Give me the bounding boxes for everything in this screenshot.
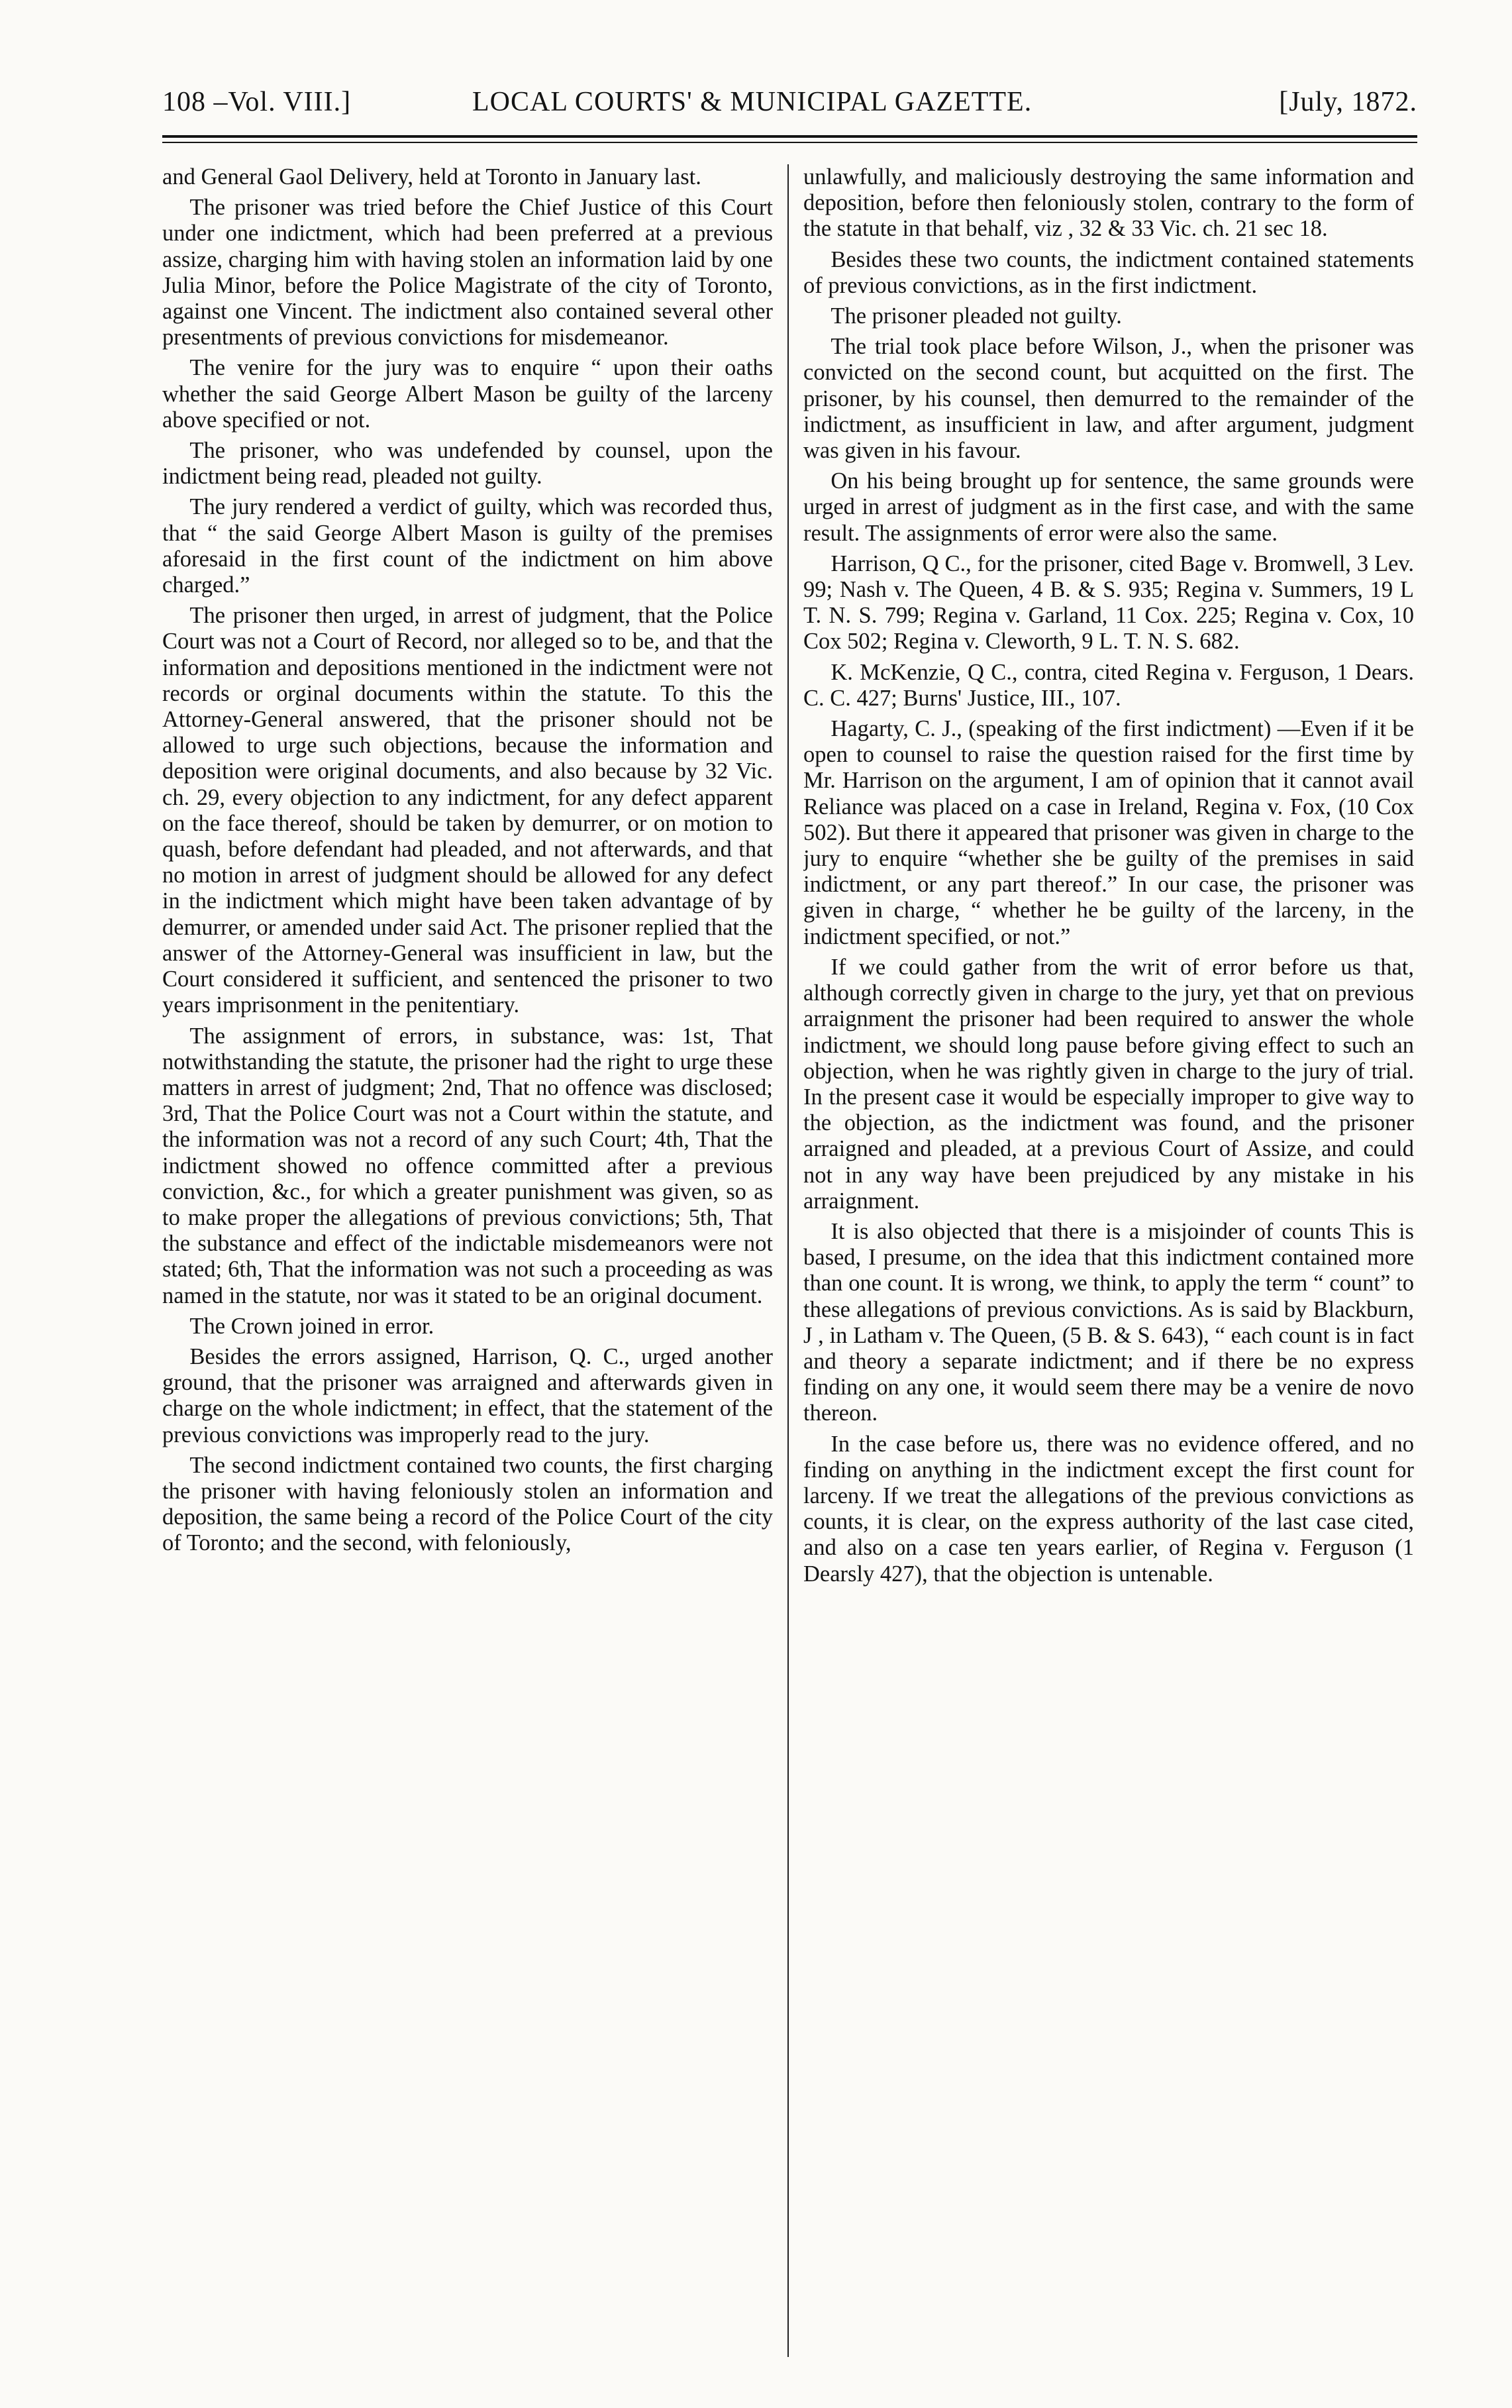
paragraph: and General Gaol Delivery, held at Toronto in January last. (162, 164, 701, 189)
left-column (162, 164, 773, 2370)
paragraph: The jury rendered a verdict of guilty, which was recorded thus, that “ the said George Albert Mason is guilty of the premises aforesaid in the first count of the indictment on him above charged.” (162, 494, 773, 598)
running-header (162, 86, 1417, 132)
paragraph: Besides the errors assigned, Harrison, Q. C., urged another ground, that the prisoner was arraigned and afterwards given in charge on the whole indictment; in effect, that the statement of the previous convictions was improperly read to the jury. (162, 1343, 773, 1447)
paragraph: In the case before us, there was no evidence offered, and no finding on anything in the indictment except the first count for larceny. If we treat the allegations of the previous convictions as counts, it is clear, on the express authority of the last case cited, and also on a case ten years earlier, of Regina v. Ferguson (1 Dearsly 427), that the objection is untenable. (803, 1431, 1414, 1587)
paragraph: On his being brought up for sentence, the same grounds were urged in arrest of judgment as in the first case, and with the same result. The assignments of error were also the same. (803, 468, 1414, 546)
paragraph: The venire for the jury was to enquire “ upon their oaths whether the said George Albert Mason be guilty of the larceny above specified or not. (162, 355, 773, 433)
paragraph: The prisoner pleaded not guilty. (831, 303, 1122, 329)
column-divider (787, 164, 789, 2357)
paragraph: Harrison, Q C., for the prisoner, cited Bage v. Bromwell, 3 Lev. 99; Nash v. The Queen, 4 B. & S. 935; Regina v. Summers, 19 L T. N. S. 799; Regina v. Garland, 11 Cox. 225; Regina v. Cox, 10 Cox 502; Regina v. Cleworth, 9 L. T. N. S. 682. (803, 550, 1414, 654)
paragraph: The trial took place before Wilson, J., when the prisoner was convicted on the second count, but acquitted on the first. The prisoner, by his counsel, then demurred to the remainder of the indictment, as insufficient in law, and after argument, judgment was given in his favour. (803, 334, 1414, 464)
paragraph: unlawfully, and maliciously destroying the same information and deposition, before then feloniously stolen, contrary to the form of the statute in that behalf, viz , 32 & 33 Vic. ch. 21 sec 18. (803, 164, 1414, 242)
journal-title: LOCAL COURTS' & MUNICIPAL GAZETTE. (472, 87, 1033, 117)
paragraph: K. McKenzie, Q C., contra, cited Regina v. Ferguson, 1 Dears. C. C. 427; Burns' Justice, III., 107. (803, 659, 1414, 711)
paragraph: It is also objected that there is a misjoinder of counts This is based, I presume, on the idea that this indictment contained more than one count. It is wrong, we think, to apply the term “ count” to these allegations of previous convictions. As is said by Blackburn, J , in Latham v. The Queen, (5 B. & S. 643), “ each count is in fact and theory a separate indictment; and if there be no express finding on any one, it would seem there may be a venire de novo thereon. (803, 1218, 1414, 1426)
issue-date: [July, 1872. (1279, 87, 1417, 117)
header-rule-thin (162, 142, 1417, 143)
paragraph: The assignment of errors, in substance, was: 1st, That notwithstanding the statute, the prisoner had the right to urge these matters in arrest of judgment; 2nd, That no offence was disclosed; 3rd, That the Police Court was not a Court within the statute, and the information was not a record of any such Court; 4th, That the indictment showed no offence committed after a previous conviction, &c., for which a greater punishment was given, so as to make proper the allegations of previous convictions; 5th, That the substance and effect of the indictable misdemeanors were not stated; 6th, That the information was not such a proceeding as was named in the statute, nor was it stated to be an original document. (162, 1023, 773, 1308)
paragraph: The prisoner then urged, in arrest of judgment, that the Police Court was not a Court of Record, nor alleged so to be, and that the information and depositions mentioned in the indictment were not records or orginal documents within the statute. To this the Attorney-General answered, that the prisoner should not be allowed to urge such objections, because the information and deposition were original documents, and also because by 32 Vic. ch. 29, every objection to any indictment, for any defect apparent on the face thereof, should be taken by demurrer, or on motion to quash, before defendant had pleaded, and not afterwards, and that no motion in arrest of judgment should be allowed for any defect in the indictment which might have been taken advantage of by demurrer, or amended under said Act. The prisoner replied that the answer of the Attorney-General was insufficient in law, but the Court considered it sufficient, and sentenced the prisoner to two years imprisonment in the penitentiary. (162, 603, 773, 1018)
paragraph: The Crown joined in error. (189, 1313, 434, 1339)
paragraph: Besides these two counts, the indictment contained statements of previous convictions, as in the first indictment. (803, 246, 1414, 298)
header-rule-thick (162, 135, 1417, 138)
right-column (803, 164, 1414, 2370)
paragraph: The prisoner, who was undefended by counsel, upon the indictment being read, pleaded not guilty. (162, 438, 773, 490)
paragraph: The prisoner was tried before the Chief Justice of this Court under one indictment, which had been preferred at a previous assize, charging him with having stolen an information laid by one Julia Minor, before the Police Magistrate of the city of Toronto, against one Vincent. The indictment also contained several other presentments of previous convictions for misdemeanor. (162, 195, 773, 350)
paragraph: The second indictment contained two counts, the first charging the prisoner with having feloniously stolen an information and deposition, the same being a record of the Police Court of the city of Toronto; and the second, with feloniously, (162, 1452, 773, 1556)
paragraph: Hagarty, C. J., (speaking of the first indictment) —Even if it be open to counsel to raise the question raised for the first time by Mr. Harrison on the argument, I am of opinion that it cannot avail Reliance was placed on a case in Ireland, Regina v. Fox, (10 Cox 502). But there it appeared that prisoner was given in charge to the jury to enquire “whether she be guilty of the premises in said indictment, or any part thereof.” In our case, the prisoner was given in charge, “ whether he be guilty of the larceny, in the indictment specified, or not.” (803, 716, 1414, 949)
page-number-volume: 108 –Vol. VIII.] (162, 87, 352, 117)
paragraph: If we could gather from the writ of error before us that, although correctly given in charge to the jury, yet that on previous arraignment the prisoner had been required to answer the whole indictment, we should long pause before giving effect to such an objection, when he was rightly given in charge to the jury of trial. In the present case it would be especially improper to give way to the objection, as the indictment was found, and the prisoner arraigned and pleaded, at a previous Court of Assize, and could not in any way have been prejudiced by any mistake in his arraignment. (803, 954, 1414, 1214)
